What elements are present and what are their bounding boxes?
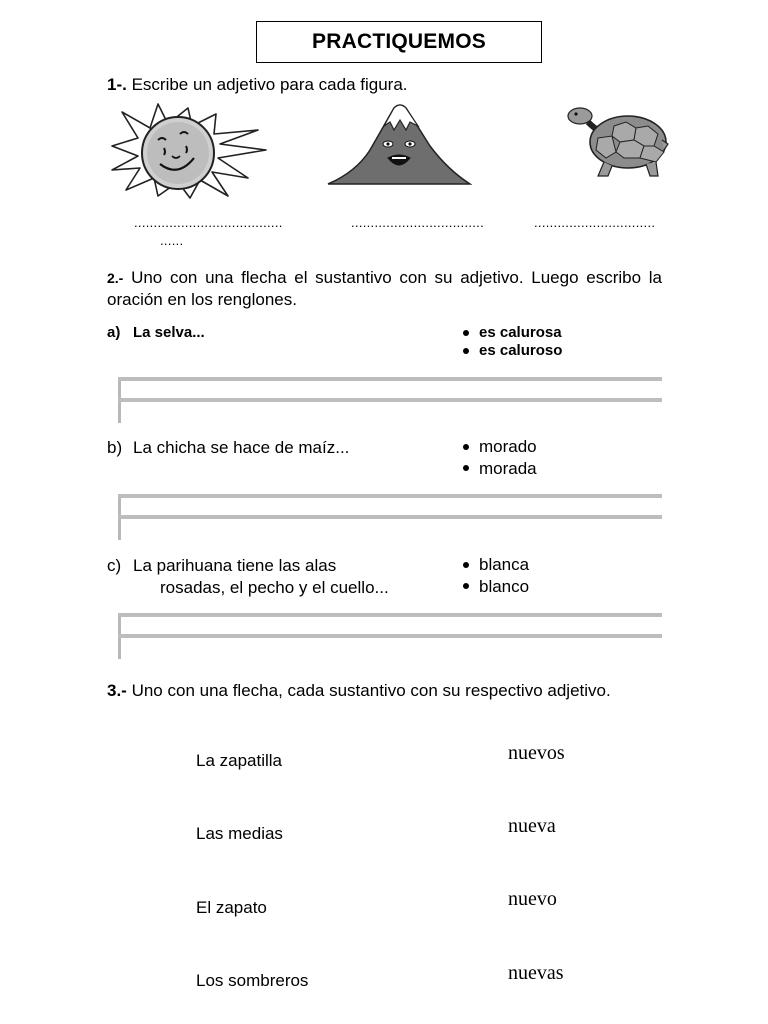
item-c-sentence-line2: rosadas, el pecho y el cuello...	[160, 578, 389, 597]
worksheet-title: PRACTIQUEMOS	[256, 21, 542, 63]
question-2-text: Uno con una flecha el sustantivo con su adjetivo. Luego escribo la oración en los renglones.	[107, 268, 662, 309]
option-item[interactable]: morada	[460, 458, 537, 480]
question-2-number: 2.-	[107, 270, 124, 286]
item-b-sentence: La chicha se hace de maíz...	[133, 438, 350, 457]
answer-blank-1[interactable]: ......................................	[134, 215, 283, 230]
noun-item[interactable]: Los sombreros	[196, 971, 309, 990]
question-3-text: Uno con una flecha, cada sustantivo con su respectivo adjetivo.	[131, 681, 611, 700]
noun-item[interactable]: La zapatilla	[196, 751, 283, 770]
turtle-icon	[564, 100, 670, 180]
item-a-sentence: La selva...	[133, 324, 205, 341]
option-item[interactable]: blanca	[460, 554, 529, 576]
question-1-number: 1-.	[107, 75, 127, 94]
answer-blank-1-cont[interactable]: ......	[160, 233, 184, 248]
adjective-item[interactable]: nuevo	[508, 888, 557, 910]
writing-lines-c[interactable]	[118, 613, 662, 659]
answer-blank-3[interactable]: ...............................	[534, 215, 656, 230]
writing-lines-a[interactable]	[118, 377, 662, 423]
adjective-item[interactable]: nueva	[508, 815, 556, 837]
question-3	[107, 680, 611, 701]
item-c-sentence-line1: La parihuana tiene las alas	[133, 556, 337, 575]
noun-item[interactable]: Las medias	[196, 824, 283, 843]
question-2	[107, 267, 662, 310]
item-c-letter: c)	[107, 556, 122, 575]
option-item[interactable]: morado	[460, 436, 537, 458]
writing-lines-b[interactable]	[118, 494, 662, 540]
adjective-item[interactable]: nuevos	[508, 742, 565, 764]
question-1	[107, 74, 408, 95]
noun-item[interactable]: El zapato	[196, 898, 267, 917]
mountain-face-icon	[326, 100, 472, 188]
answer-blank-2[interactable]: ..................................	[351, 215, 485, 230]
option-item[interactable]: es calurosa	[460, 324, 562, 342]
item-a-options	[460, 324, 562, 360]
option-item[interactable]: es caluroso	[460, 342, 562, 360]
item-b-letter: b)	[107, 438, 123, 457]
item-b-options	[460, 436, 537, 479]
item-c-options	[460, 554, 529, 597]
question-3-number: 3.-	[107, 681, 127, 700]
item-a-letter: a)	[107, 324, 121, 341]
option-item[interactable]: blanco	[460, 576, 529, 598]
adjective-item[interactable]: nuevas	[508, 962, 564, 984]
sun-face-icon	[108, 100, 268, 200]
question-1-text: Escribe un adjetivo para cada figura.	[131, 75, 408, 94]
